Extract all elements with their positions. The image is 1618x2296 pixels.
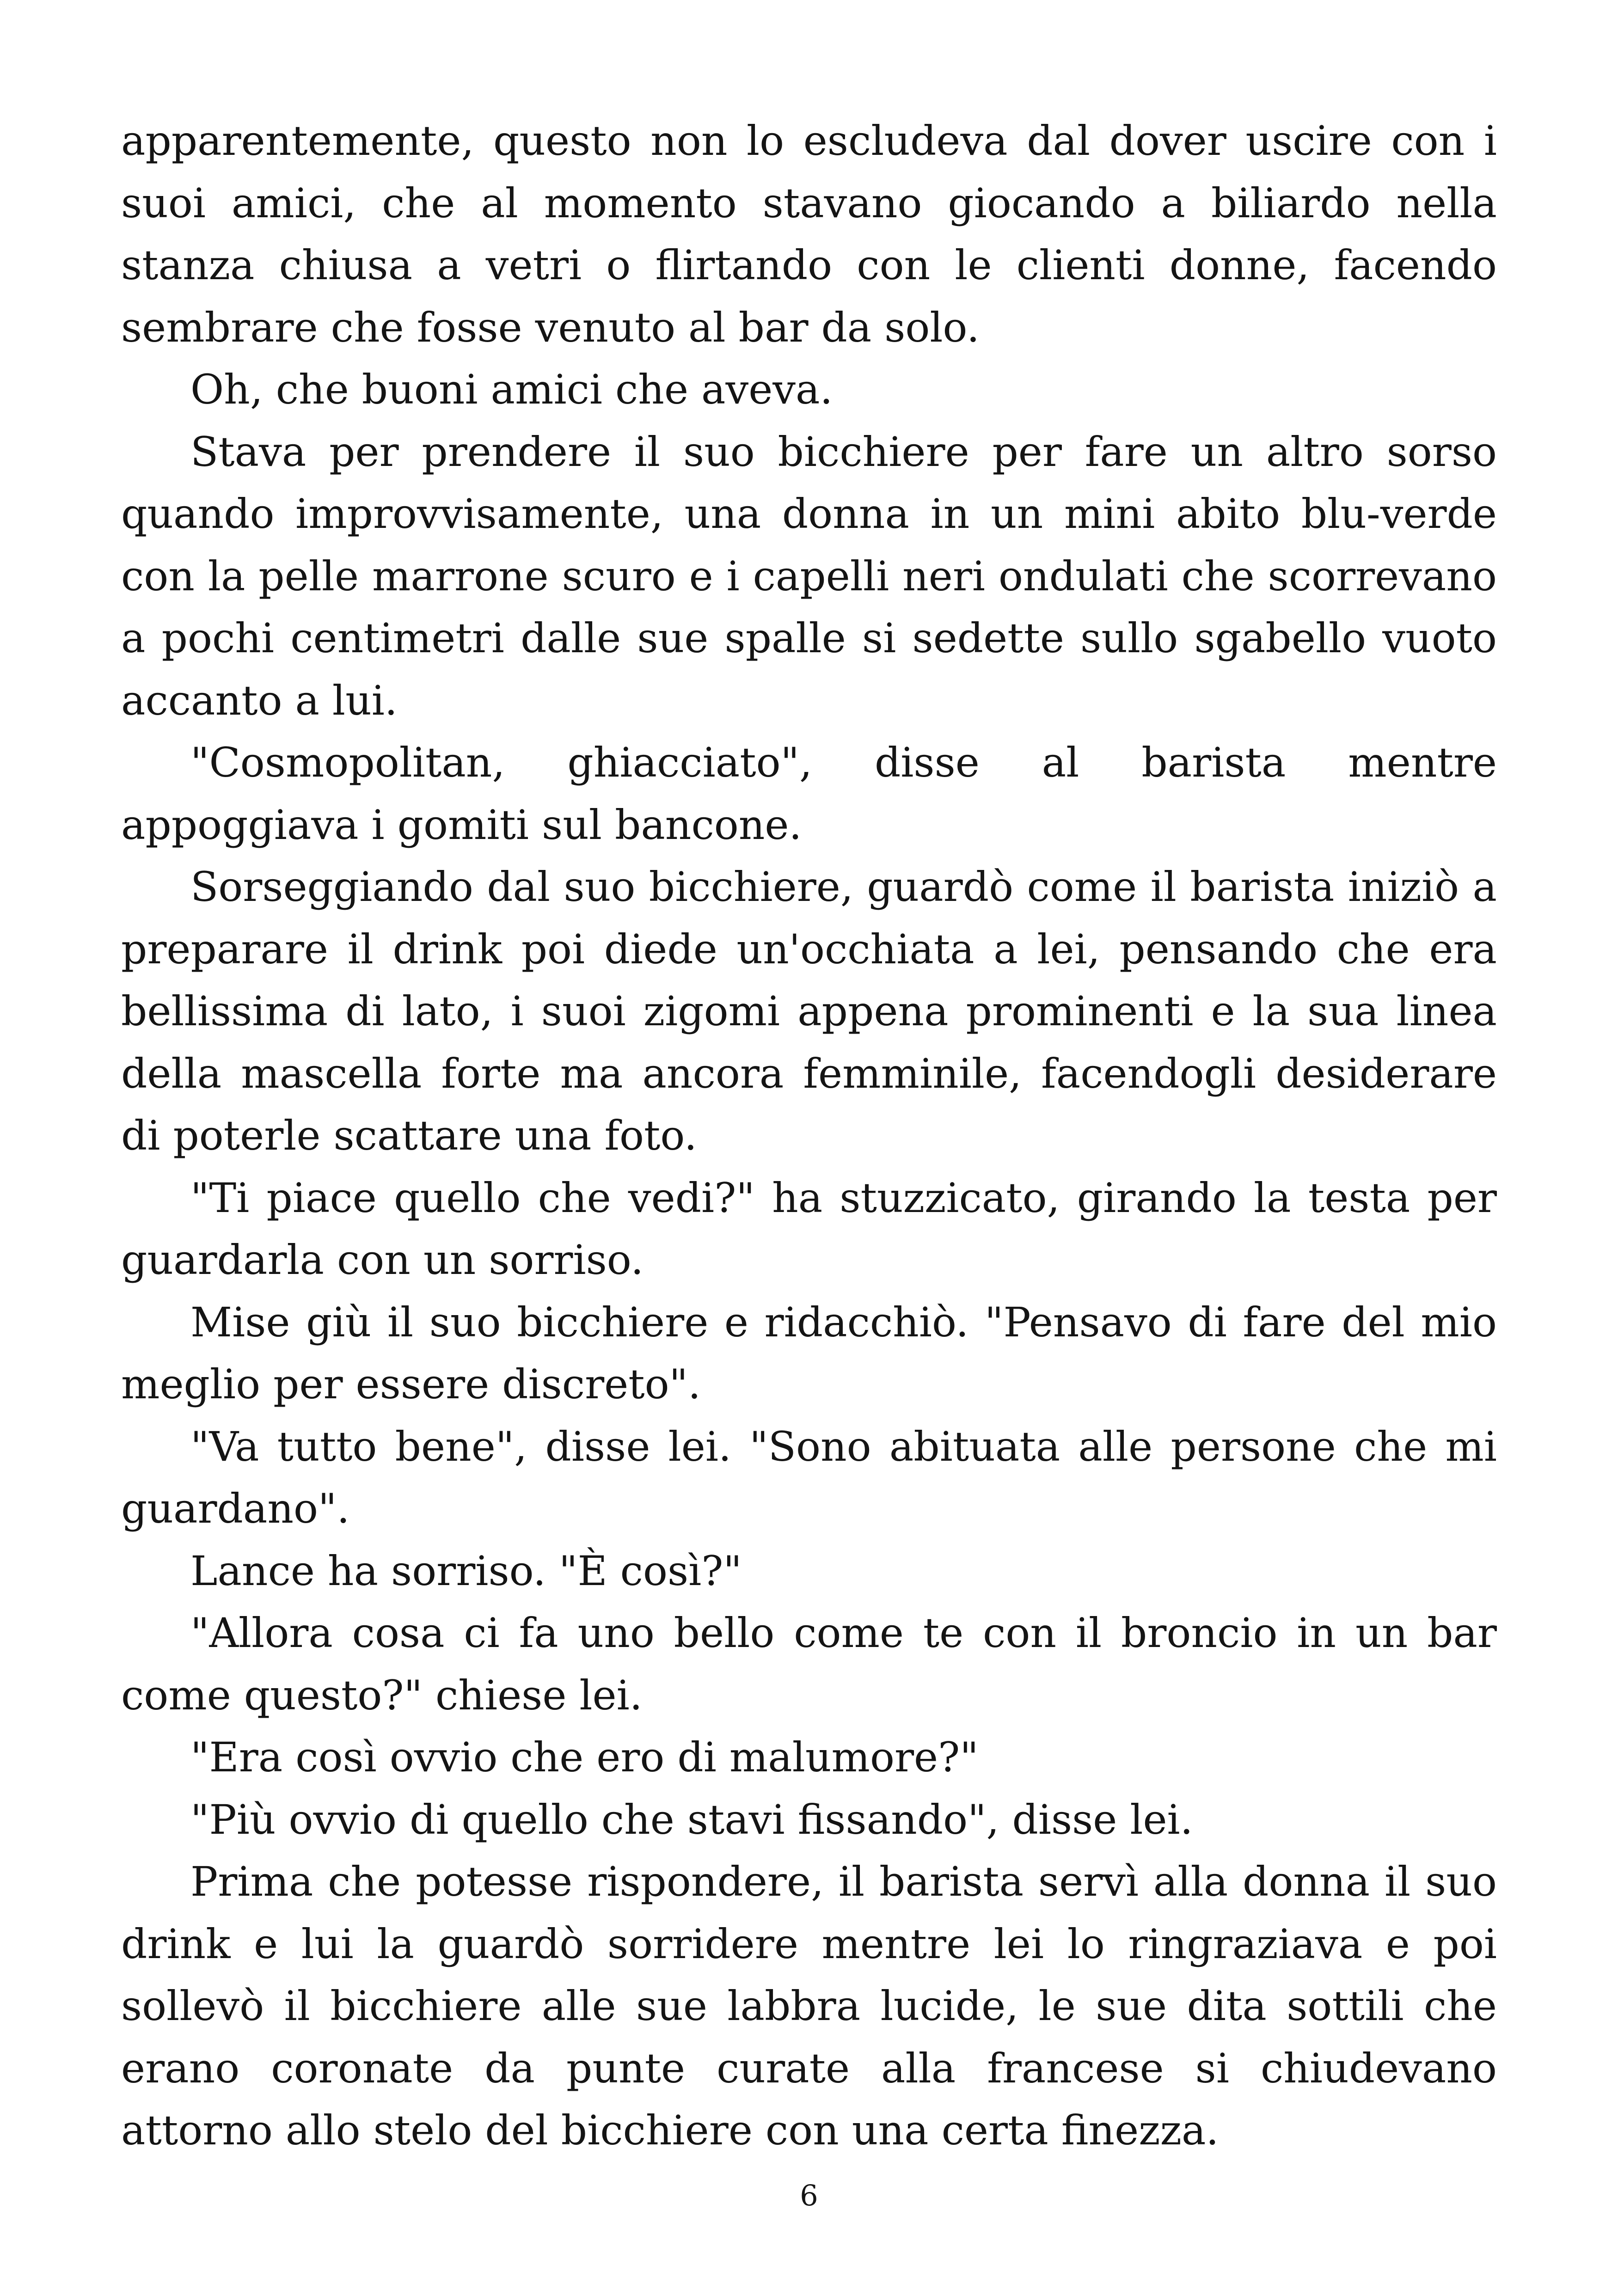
page-number: 6 bbox=[800, 2179, 818, 2212]
paragraph: "Era così ovvio che ero di malumore?" bbox=[190, 1733, 979, 1781]
paragraph: "Più ovvio di quello che stavi fissando", disse lei. bbox=[190, 1795, 1193, 1843]
paragraph: Sorseggiando dal suo bicchiere, guardò come il barista iniziò a preparare il drink poi diede un'occhiata a lei, pensando che era bellissima di lato, i suoi zigomi appena prominenti e la sua linea della mascella forte ma ancora femminile, facendogli desiderare di poterle scattare una foto. bbox=[121, 863, 1497, 1159]
paragraph: Oh, che buoni amici che aveva. bbox=[190, 366, 833, 413]
paragraph: "Cosmopolitan, ghiacciato", disse al barista mentre appoggiava i gomiti sul bancone. bbox=[121, 739, 1497, 849]
paragraph: Mise giù il suo bicchiere e ridacchiò. "Pensavo di fare del mio meglio per essere discreto". bbox=[121, 1298, 1497, 1408]
page-body bbox=[121, 110, 1497, 2162]
paragraph: Prima che potesse rispondere, il barista servì alla donna il suo drink e lui la guardò sorridere mentre lei lo ringraziava e poi sollevò il bicchiere alle sue labbra lucide, le sue dita sottili che erano coronate da punte curate alla francese si chiudevano attorno allo stelo del bicchiere con una certa finezza. bbox=[121, 1858, 1497, 2154]
paragraph-continued: apparentemente, questo non lo escludeva dal dover uscire con i suoi amici, che al momento stavano giocando a biliardo nella stanza chiusa a vetri o flirtando con le clienti donne, facendo sembrare che fosse venuto al bar da solo. bbox=[121, 117, 1497, 351]
paragraph: Lance ha sorriso. "È così?" bbox=[190, 1547, 742, 1595]
paragraph: "Allora cosa ci fa uno bello come te con il broncio in un bar come questo?" chiese lei. bbox=[121, 1609, 1497, 1719]
paragraph: Stava per prendere il suo bicchiere per fare un altro sorso quando improvvisamente, una donna in un mini abito blu-verde con la pelle marrone scuro e i capelli neri ondulati che scorrevano a pochi centimetri dalle sue spalle si sedette sullo sgabello vuoto accanto a lui. bbox=[121, 428, 1497, 724]
paragraph: "Ti piace quello che vedi?" ha stuzzicato, girando la testa per guardarla con un sorriso. bbox=[121, 1174, 1497, 1284]
paragraph: "Va tutto bene", disse lei. "Sono abituata alle persone che mi guardano". bbox=[121, 1422, 1497, 1532]
